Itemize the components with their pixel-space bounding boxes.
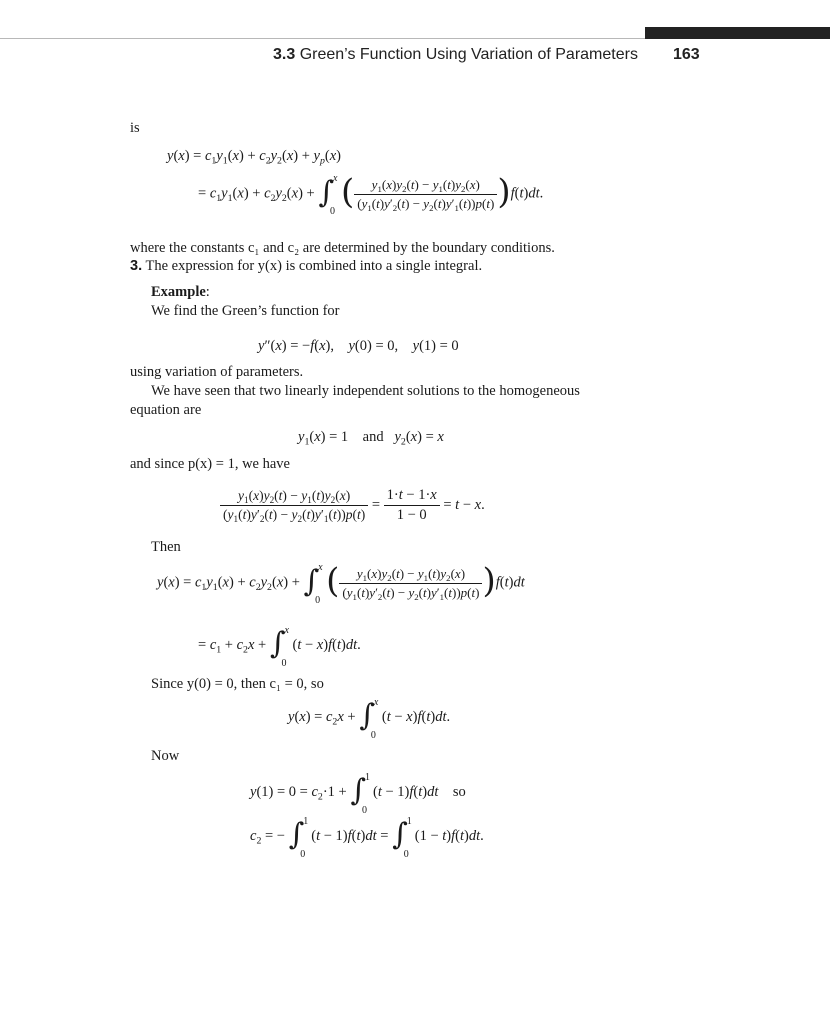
equation-then-simplified: = $c_1 + c_2x$ + ∫ x 0 (t − x)f(t)dt.	[198, 624, 361, 669]
step-3-text: The expression for y(x) is combined into a single integral.	[145, 258, 483, 274]
equation-y-c2: $y(x) = c_2x$ + ∫ x 0 (t − x)f(t)dt.	[288, 696, 451, 741]
example-heading: Example:	[151, 284, 210, 300]
since-y0-text: Since y(0) = 0, then c₁ = 0, so	[151, 676, 324, 692]
then-word: Then	[151, 539, 181, 555]
section-title: Green’s Function Using Variation of Parameters	[299, 46, 638, 63]
since-p-text: and since p(x) = 1, we have	[130, 456, 290, 472]
step-3	[130, 258, 482, 275]
header-black-bar	[645, 27, 830, 39]
step-3-number: 3.	[130, 258, 143, 274]
boundary-conditions-text: where the constants c₁ and c₂ are determined by the boundary conditions.	[130, 240, 555, 256]
running-head	[273, 46, 713, 70]
example-label: Example	[151, 284, 206, 300]
equation-y1: $y(1) = 0 = c_2\cdot 1$ + ∫ 1 0 (t − 1)f(t)dt so	[250, 771, 466, 816]
seen-text-line2: equation are	[130, 402, 202, 418]
using-text: using variation of parameters.	[130, 364, 304, 380]
is-word: is	[130, 120, 140, 136]
and-word: and	[362, 429, 384, 445]
seen-text-line1: We have seen that two linearly independent solutions to the homogeneous	[151, 383, 580, 399]
equation-solutions: $y_1(x) = 1$ and $y_2(x) = x$	[298, 429, 444, 448]
example-intro: We find the Green’s function for	[151, 303, 340, 319]
equation-c2: $c_2$ = − ∫ 1 0 (t − 1)f(t)dt = ∫ 1 0 (1 − t)f(t)dt.	[250, 815, 484, 860]
now-word: Now	[151, 748, 180, 764]
page-number: 163	[673, 46, 700, 63]
section-number: 3.3	[273, 46, 296, 63]
equation-ratio: $\frac{y_1(x)y_2(t) - y_1(t)y_2(x)}{(y_1(t)y'_2(t) - y_2(t)y'_1(t))p(t)}$ = $\frac{1\cdot t - 1\cdot x}{1 - 0}$ = t − x.	[220, 487, 485, 524]
top-rule	[0, 27, 830, 41]
equation-integral-form: = $c_1y_1(x) + c_2y_2(x)$ + ∫ x 0 ( $\frac{y_1(x)y_2(t) - y_1(t)y_2(x)}{(y_1(t)y'_2(t) - y_2(t)y'_1(t))p(t)}$ )f(t)dt.	[198, 172, 544, 217]
equation-then: $y(x) = c_1y_1(x) + c_2y_2(x)$ + ∫ x 0 ( $\frac{y_1(x)y_2(t) - y_1(t)y_2(x)}{(y_1(t)y'_2(t) - y_2(t)y'_1(t))p(t)}$ )f(t)dt	[157, 561, 525, 606]
equation-bvp: y″(x) = −f(x), y(0) = 0, y(1) = 0	[258, 338, 459, 354]
so-word: so	[452, 783, 466, 800]
equation-general-solution: $y(x) = c_1y_1(x) + c_2y_2(x) + y_p(x)$	[167, 148, 341, 167]
